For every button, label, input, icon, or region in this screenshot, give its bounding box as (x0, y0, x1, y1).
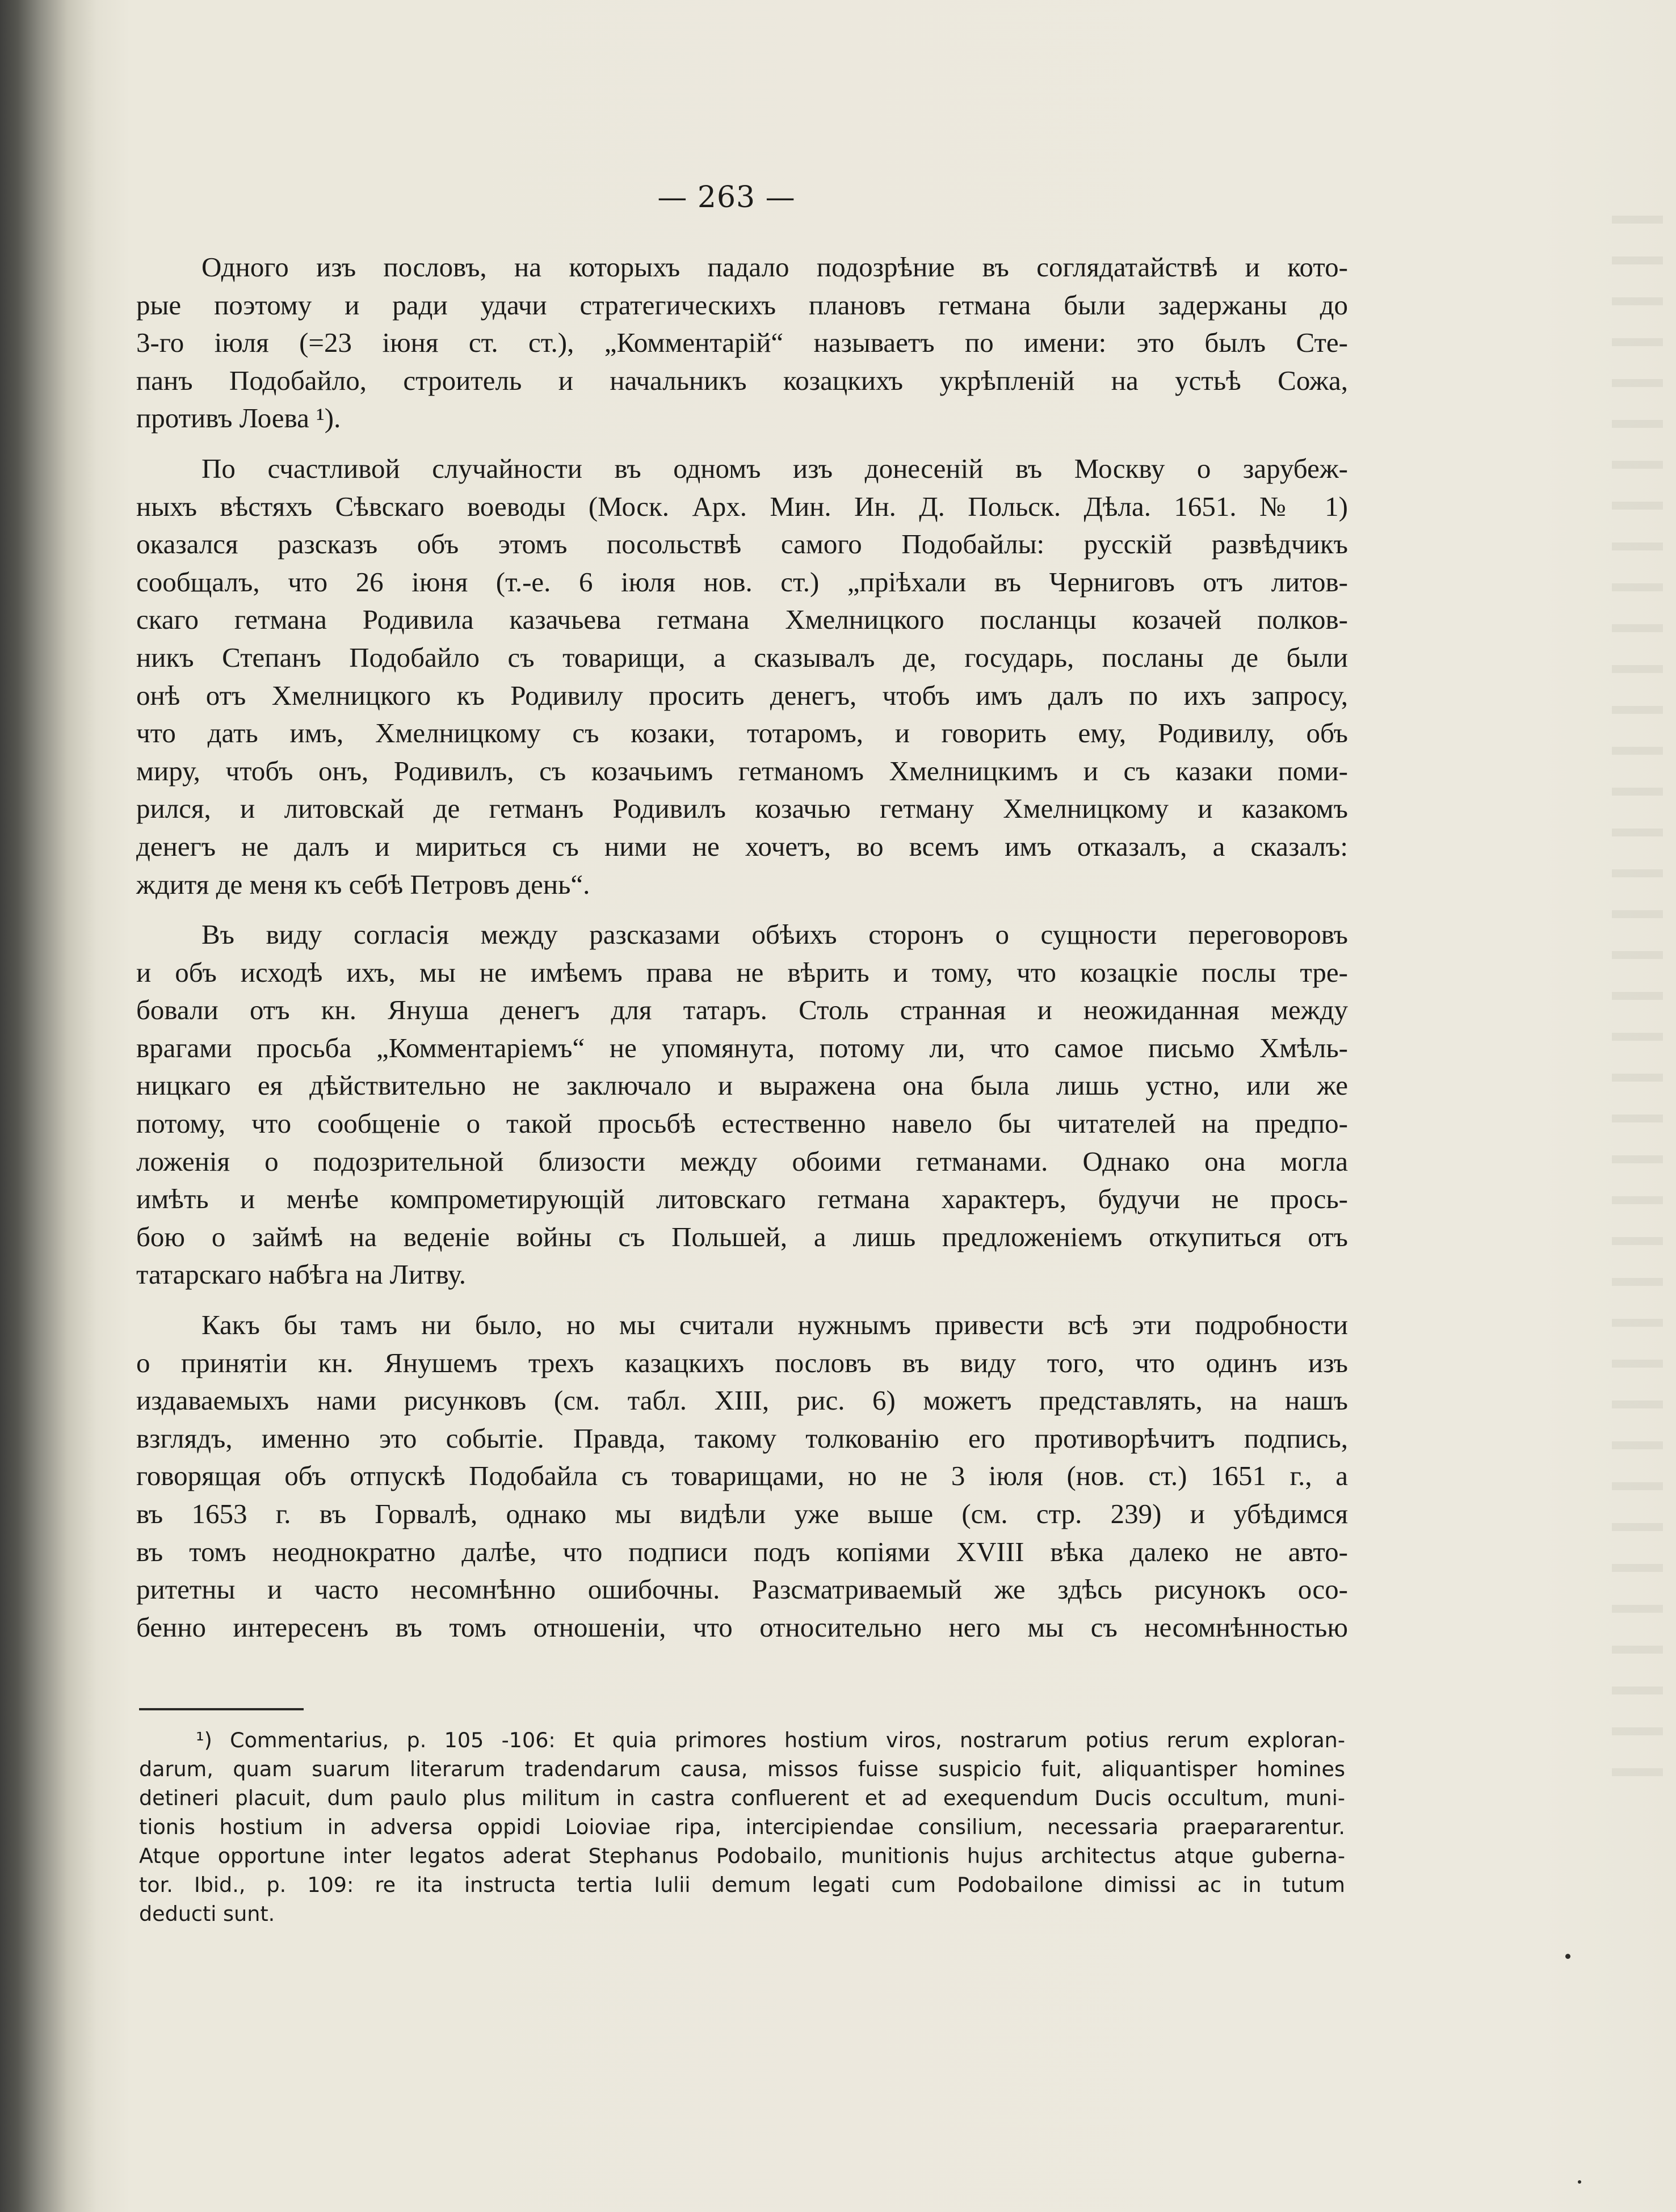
text-line: ницкаго ея дѣйствительно не заключало и выражена она была лишь устно, или же (136, 1070, 1348, 1101)
text-line: ныхъ вѣстяхъ Сѣвскаго воеводы (Моск. Арх. Мин. Ин. Д. Польск. Дѣла. 1651. № 1) (136, 490, 1348, 522)
ink-speck (1565, 1954, 1570, 1959)
text-line: ритетны и часто несомнѣнно ошибочны. Разсматриваемый же здѣсь рисунокъ осо- (136, 1574, 1348, 1605)
page-number: — 263 — (657, 180, 796, 215)
text-line: татарскаго набѣга на Литву. (136, 1259, 466, 1290)
text-line: говорящая объ отпускѣ Подобайла съ товарищами, но не 3 іюля (нов. ст.) 1651 г., а (136, 1460, 1348, 1492)
text-line: потому, что сообщеніе о такой просьбѣ естественно навело бы читателей на предпо- (136, 1108, 1348, 1139)
ink-speck (1578, 2180, 1581, 2184)
paragraph (136, 916, 1348, 1294)
text-line: ложенія о подозрительной близости между обоими гетманами. Однако она могла (136, 1145, 1348, 1177)
text-line: Какъ бы тамъ ни было, но мы считали нужнымъ привести всѣ эти подробности (201, 1309, 1348, 1341)
text-line: оказался разсказъ объ этомъ посольствѣ самого Подобайлы: русскій развѣдчикъ (136, 528, 1348, 560)
footnote (139, 1726, 1345, 1928)
text-line: онѣ отъ Хмелницкого къ Родивилу просить денегъ, чтобъ имъ далъ по ихъ запросу, (136, 679, 1348, 711)
text-line: о принятіи кн. Янушемъ трехъ казацкихъ пословъ въ виду того, что одинъ изъ (136, 1347, 1348, 1378)
text-line: 3-го іюля (=23 іюня ст. ст.), „Комментарій“ называетъ по имени: это былъ Сте- (136, 327, 1348, 359)
paragraph (136, 1306, 1348, 1646)
text-line: панъ Подобайло, строитель и начальникъ козацкихъ укрѣпленій на устьѣ Сожа, (136, 364, 1348, 396)
text-line: въ томъ неоднократно далѣе, что подписи подъ копіями XVIII вѣка далеко не авто- (136, 1536, 1348, 1567)
footnote-line: ¹) Commentarius, p. 105 -106: Et quia primores hostium viros, nostrarum potius rerum exploran- (196, 1728, 1345, 1752)
text-line: Въ виду согласія между разсказами обѣихъ сторонъ о сущности переговоровъ (201, 919, 1348, 951)
footnote-line: detineri placuit, dum paulo plus militum in castra confluerent et ad exequendum Ducis occultum, muni- (139, 1786, 1345, 1810)
text-line: миру, чтобъ онъ, Родивилъ, съ козачьимъ гетманомъ Хмелницкимъ и съ казаки поми- (136, 755, 1348, 787)
footnote-line: tionis hostium in adversa oppidi Loioviae ripa, intercipiendae consilium, necessaria praepararentur. (139, 1815, 1345, 1839)
text-line: имѣть и менѣе компрометирующій литовскаго гетмана характеръ, будучи не прось- (136, 1183, 1348, 1215)
text-line: рился, и литовскай де гетманъ Родивилъ козачью гетману Хмелницкому и казакомъ (136, 793, 1348, 825)
text-line: сообщалъ, что 26 іюня (т.-е. 6 іюля нов. ст.) „пріѣхали въ Черниговъ отъ литов- (136, 566, 1348, 598)
text-line: бовали отъ кн. Януша денегъ для татаръ. Столь странная и неожиданная между (136, 994, 1348, 1026)
paragraph (136, 249, 1348, 438)
text-line: противъ Лоева ¹). (136, 402, 341, 434)
text-line: и объ исходѣ ихъ, мы не имѣемъ права не вѣрить и тому, что козацкіе послы тре- (136, 956, 1348, 988)
text-line: скаго гетмана Родивила казачьева гетмана Хмелницкого посланцы козачей полков- (136, 604, 1348, 636)
text-line: денегъ не далъ и мириться съ ними не хочетъ, во всемъ имъ отказалъ, а сказалъ: (136, 830, 1348, 862)
footnote-line: tor. Ibid., p. 109: re ita instructa tertia Iulii demum legati cum Podobailone dimissi ac in tutum (139, 1873, 1345, 1897)
body-text (136, 249, 1348, 1646)
text-line: бою о займѣ на веденіе войны съ Польшей, а лишь предложеніемъ откупиться отъ (136, 1221, 1348, 1252)
text-line: никъ Степанъ Подобайло съ товарищи, а сказывалъ де, государь, посланы де были (136, 641, 1348, 673)
text-line: Одного изъ пословъ, на которыхъ падало подозрѣние въ соглядатайствѣ и кото- (201, 251, 1348, 283)
text-line: что дать имъ, Хмелницкому съ козаки, тотаромъ, и говорить ему, Родивилу, объ (136, 717, 1348, 749)
text-line: бенно интересенъ въ томъ отношеніи, что относительно него мы съ несомнѣнностью (136, 1611, 1348, 1643)
footnote-line: darum, quam suarum literarum tradendarum causa, missos fuisse suspicio fuit, aliquantisper homines (139, 1757, 1345, 1781)
show-through-text (1612, 216, 1663, 1805)
text-line: По счастливой случайности въ одномъ изъ донесеній въ Москву о зарубеж- (201, 452, 1348, 484)
paragraph (136, 450, 1348, 903)
text-line: издаваемыхъ нами рисунковъ (см. табл. XIII, рис. 6) можетъ представлять, на нашъ (136, 1385, 1348, 1416)
footnote-line: Atque opportune inter legatos aderat Stephanus Podobailo, munitionis hujus architectus atque guberna- (139, 1844, 1345, 1868)
footnote-separator (139, 1708, 304, 1710)
footnote-line: deducti sunt. (139, 1902, 275, 1926)
text-line: врагами просьба „Комментаріемъ“ не упомянута, потому ли, что самое письмо Хмѣль- (136, 1032, 1348, 1063)
text-line: взглядъ, именно это событіе. Правда, такому толкованію его противорѣчитъ подпись, (136, 1422, 1348, 1454)
text-line: ждитя де меня къ себѣ Петровъ день“. (136, 868, 590, 900)
text-line: въ 1653 г. въ Горвалѣ, однако мы видѣли уже выше (см. стр. 239) и убѣдимся (136, 1498, 1348, 1529)
text-line: рые поэтому и ради удачи стратегическихъ плановъ гетмана были задержаны до (136, 289, 1348, 321)
